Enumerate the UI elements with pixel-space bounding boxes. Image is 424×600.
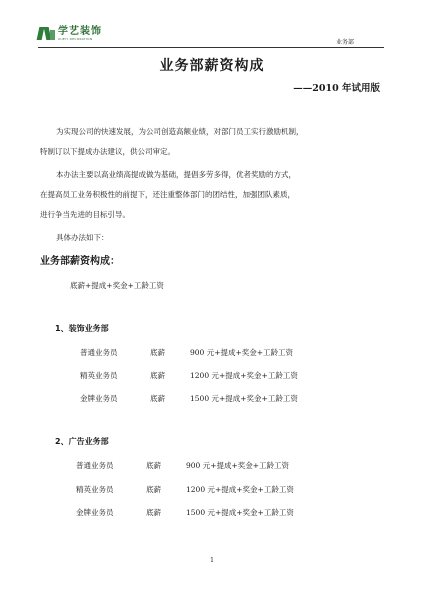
role-label: 精英业务员 [80,371,118,380]
base-label: 底薪 [150,371,165,380]
document-subtitle: ——2010 年试用版 [293,83,380,94]
base-label: 底薪 [146,508,161,517]
salary-value: 900 元+提成+奖金+工龄工资 [190,348,294,357]
intro-paragraph-3 [40,228,382,248]
role-label: 普通业务员 [76,461,114,470]
role-label: 普通业务员 [80,348,118,357]
salary-value: 900 元+提成+奖金+工龄工资 [186,461,290,470]
intro-paragraph-2 [40,165,382,225]
section-title: 1、装饰业务部 [55,324,109,333]
intro-line: 进行争当先进的目标引导。 [40,210,130,219]
intro-line: 本办法主要以高业绩高提成做为基础，提倡多劳多得，优者奖励的方式， [56,170,296,179]
intro-line: 为实现公司的快速发展，为公司创造高额业绩，对部门员工实行激励机制， [56,127,304,136]
role-label: 金牌业务员 [80,394,118,403]
intro-line: 具体办法如下： [56,233,109,242]
structure-heading: 业务部薪资构成： [40,256,120,267]
document-title: 业务部薪资构成 [159,58,265,74]
role-label: 金牌业务员 [76,508,114,517]
base-label: 底薪 [146,485,161,494]
logo-text-en: XUEYI DECORATION [58,37,93,41]
structure-formula: 底薪+提成+奖金+工龄工资 [70,281,164,290]
salary-value: 1200 元+提成+奖金+工龄工资 [186,485,294,494]
company-logo [38,26,102,41]
base-label: 底薪 [150,348,165,357]
intro-line: 特制订以下提成办法建议，供公司审定。 [40,147,175,156]
base-label: 底薪 [150,394,165,403]
salary-value: 1200 元+提成+奖金+工龄工资 [190,371,298,380]
salary-value: 1500 元+提成+奖金+工龄工资 [190,394,298,403]
intro-line: 在提高员工业务积极性的前提下，还注重整体部门的团结性，加强团队素质， [40,190,295,199]
page-number: 1 [210,557,214,564]
salary-value: 1500 元+提成+奖金+工龄工资 [186,508,294,517]
base-label: 底薪 [146,461,161,470]
logo-mark-icon [38,26,56,41]
role-label: 精英业务员 [76,485,114,494]
logo-text-cn: 学艺装饰 [58,26,102,37]
section-title: 2、广告业务部 [55,437,109,446]
header-divider [38,47,384,48]
header-department: 业务部 [335,39,354,46]
intro-paragraph-1 [40,122,382,162]
